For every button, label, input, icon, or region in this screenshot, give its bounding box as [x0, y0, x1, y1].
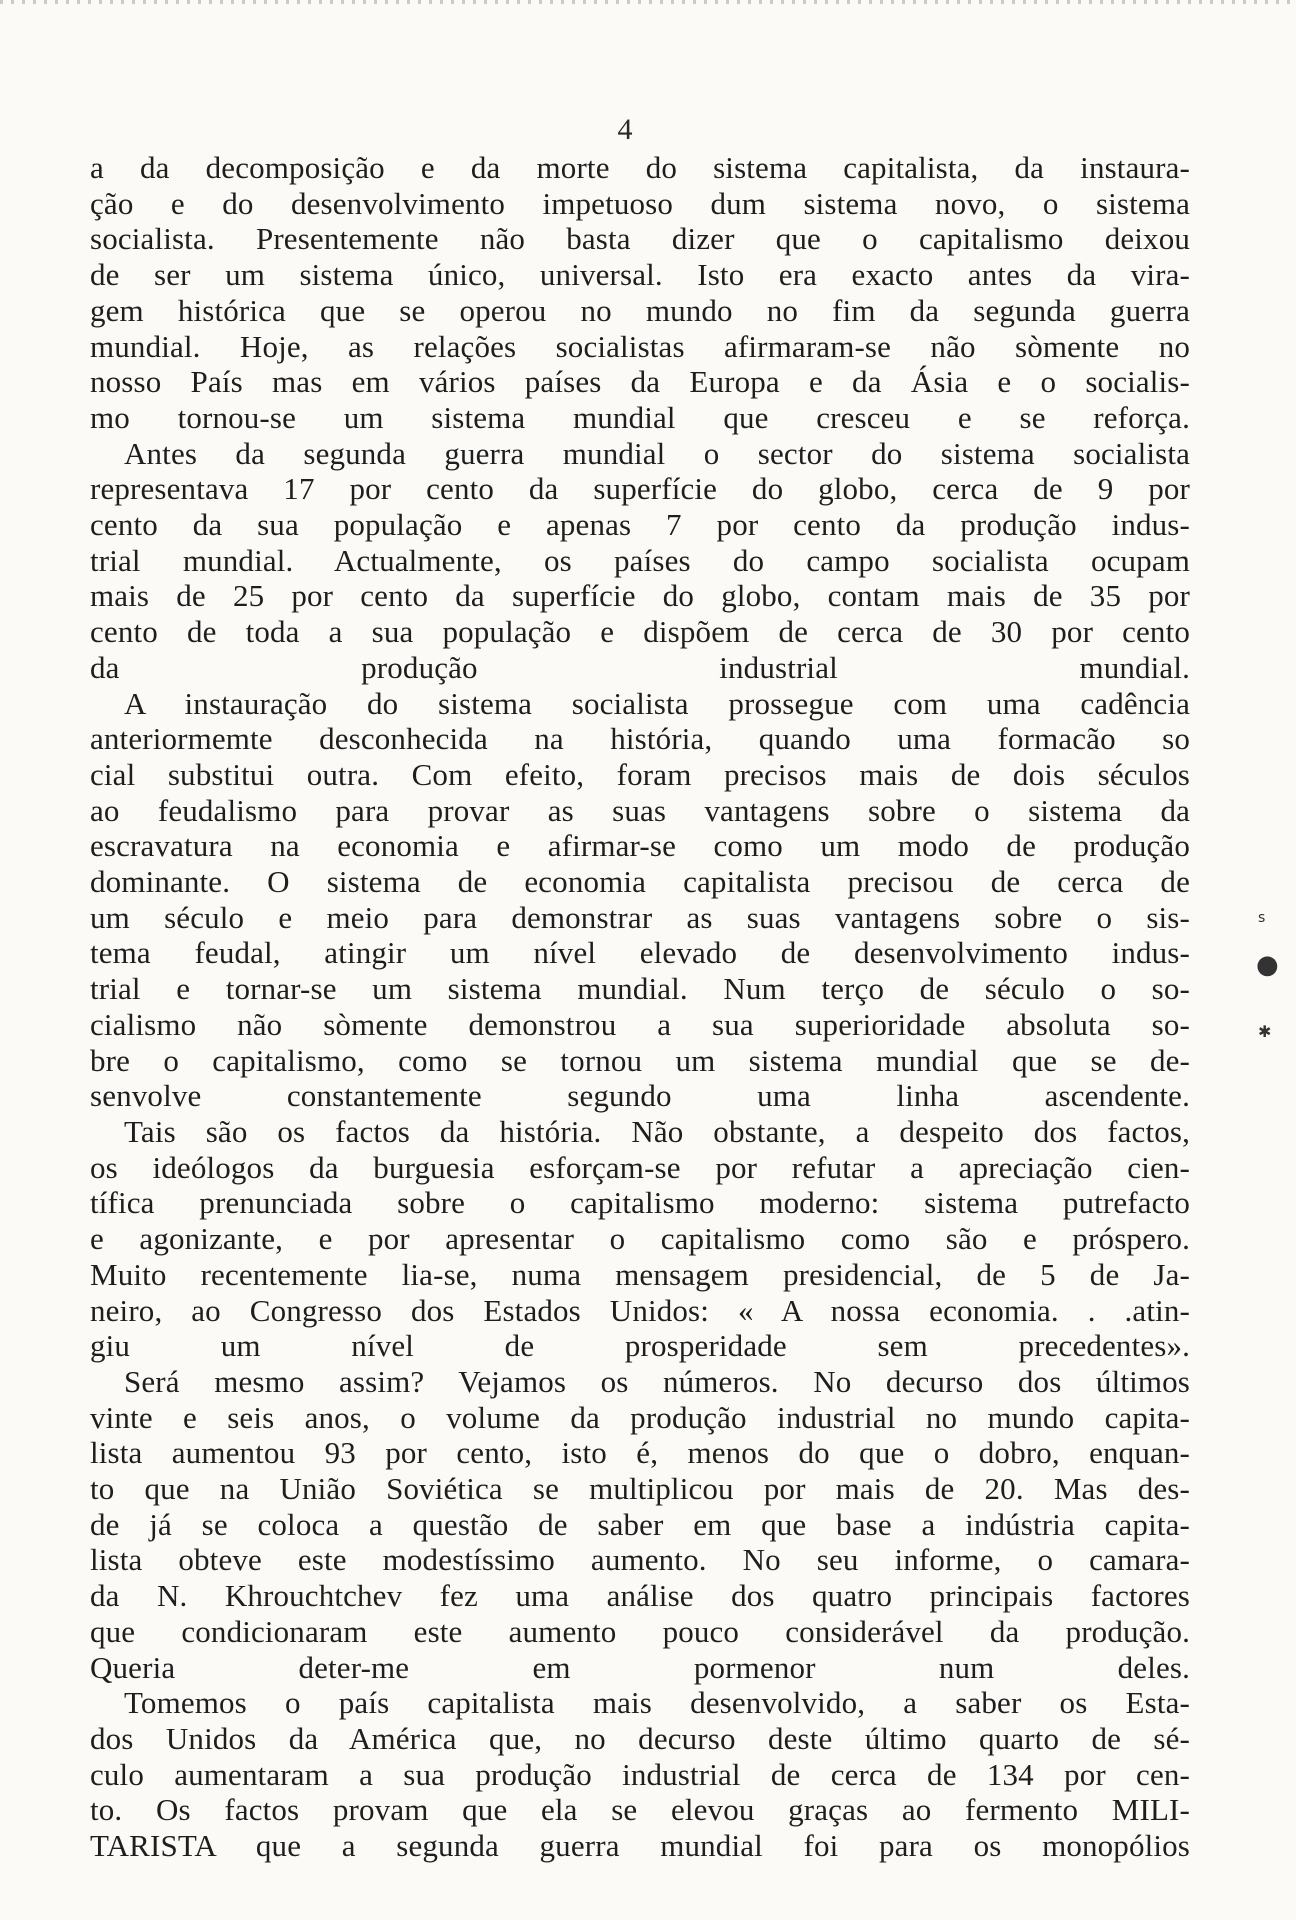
- text-line: que condicionaram este aumento pouco considerável da produção.: [90, 1613, 1190, 1649]
- text-line: neiro, ao Congresso dos Estados Unidos: « A nossa economia. . .atin-: [90, 1292, 1190, 1328]
- margin-marks: [1250, 910, 1280, 1070]
- text-line: dos Unidos da América que, no decurso deste último quarto de sé-: [90, 1720, 1190, 1756]
- paragraph-4: [90, 1114, 1190, 1364]
- text-line: cial substitui outra. Com efeito, foram precisos mais de dois séculos: [90, 756, 1190, 792]
- text-line: de já se coloca a questão de saber em que base a indústria capita-: [90, 1506, 1190, 1542]
- paragraph-3: [90, 686, 1190, 1114]
- text-line: tífica prenunciada sobre o capitalismo moderno: sistema putrefacto: [90, 1185, 1190, 1221]
- text-line: Tomemos o país capitalista mais desenvolvido, a saber os Esta-: [124, 1685, 1190, 1721]
- paragraph-2: [90, 436, 1190, 686]
- body-text: [90, 150, 1190, 1864]
- text-line: cialismo não sòmente demonstrou a sua superioridade absoluta so-: [90, 1006, 1190, 1042]
- text-line: mundial. Hoje, as relações socialistas afirmaram-se não sòmente no: [90, 328, 1190, 364]
- text-line: lista aumentou 93 por cento, isto é, menos do que o dobro, enquan-: [90, 1435, 1190, 1471]
- text-line: socialista. Presentemente não basta dizer que o capitalismo deixou: [90, 221, 1190, 257]
- text-line: a da decomposição e da morte do sistema capitalista, da instaura-: [90, 150, 1190, 185]
- text-line: Muito recentemente lia-se, numa mensagem presidencial, de 5 de Ja-: [90, 1256, 1190, 1292]
- text-line: Tais são os factos da história. Não obstante, a despeito dos factos,: [124, 1113, 1190, 1149]
- text-line: gem histórica que se operou no mundo no fim da segunda guerra: [90, 292, 1190, 328]
- text-line: Queria deter-me em pormenor num deles.: [90, 1649, 1190, 1685]
- text-line: giu um nível de prosperidade sem precedentes».: [90, 1328, 1190, 1364]
- text-line: to que na União Soviética se multiplicou por mais de 20. Mas des-: [90, 1471, 1190, 1507]
- text-line: Será mesmo assim? Vejamos os números. No decurso dos últimos: [124, 1363, 1190, 1399]
- text-line: escravatura na economia e afirmar-se como um modo de produção: [90, 828, 1190, 864]
- text-line: e agonizante, e por apresentar o capitalismo como são e próspero.: [90, 1221, 1190, 1257]
- text-line: dominante. O sistema de economia capitalista precisou de cerca de: [90, 864, 1190, 900]
- margin-mark-small: s: [1258, 910, 1266, 926]
- text-line: bre o capitalismo, como se tornou um sistema mundial que se de-: [90, 1042, 1190, 1078]
- page-number: 4: [617, 113, 633, 146]
- text-line: nosso País mas em vários países da Europa e da Ásia e o socialis-: [90, 364, 1190, 400]
- scan-edge-speckle: [0, 0, 1296, 4]
- text-line: ao feudalismo para provar as suas vantagens sobre o sistema da: [90, 792, 1190, 828]
- text-line: representava 17 por cento da superfície do globo, cerca de 9 por: [90, 471, 1190, 507]
- text-line: ção e do desenvolvimento impetuoso dum sistema novo, o sistema: [90, 185, 1190, 221]
- text-line: trial mundial. Actualmente, os países do campo socialista ocupam: [90, 542, 1190, 578]
- text-line: TARISTA que a segunda guerra mundial foi para os monopólios: [90, 1828, 1190, 1864]
- text-line: da produção industrial mundial.: [90, 649, 1190, 685]
- text-line: mais de 25 por cento da superfície do globo, contam mais de 35 por: [90, 578, 1190, 614]
- paragraph-6: [90, 1685, 1190, 1864]
- text-line: to. Os factos provam que ela se elevou graças ao fermento MILI-: [90, 1792, 1190, 1828]
- text-line: tema feudal, atingir um nível elevado de desenvolvimento indus-: [90, 935, 1190, 971]
- text-line: mo tornou-se um sistema mundial que cresceu e se reforça.: [90, 399, 1190, 435]
- text-line: os ideólogos da burguesia esforçam-se por refutar a apreciação cien-: [90, 1149, 1190, 1185]
- text-line: trial e tornar-se um sistema mundial. Num terço de século o so-: [90, 971, 1190, 1007]
- margin-mark-star: ✱: [1258, 1022, 1272, 1041]
- text-line: vinte e seis anos, o volume da produção industrial no mundo capita-: [90, 1399, 1190, 1435]
- text-line: um século e meio para demonstrar as suas vantagens sobre o sis-: [90, 899, 1190, 935]
- text-line: Antes da segunda guerra mundial o sector do sistema socialista: [124, 435, 1190, 471]
- text-line: da N. Khrouchtchev fez uma análise dos quatro principais factores: [90, 1578, 1190, 1614]
- text-line: cento de toda a sua população e dispõem de cerca de 30 por cento: [90, 614, 1190, 650]
- text-line: cento da sua população e apenas 7 por cento da produção indus-: [90, 507, 1190, 543]
- text-line: A instauração do sistema socialista prossegue com uma cadência: [124, 685, 1190, 721]
- paragraph-5: [90, 1364, 1190, 1685]
- text-line: anteriormemte desconhecida na história, quando uma formacão so: [90, 721, 1190, 757]
- text-line: culo aumentaram a sua produção industrial de cerca de 134 por cen-: [90, 1756, 1190, 1792]
- text-line: lista obteve este modestíssimo aumento. No seu informe, o camara-: [90, 1542, 1190, 1578]
- paragraph-1: [90, 150, 1190, 436]
- text-line: de ser um sistema único, universal. Isto era exacto antes da vira-: [90, 257, 1190, 293]
- margin-mark-dot: ●: [1256, 950, 1279, 980]
- text-line: senvolve constantemente segundo uma linha ascendente.: [90, 1078, 1190, 1114]
